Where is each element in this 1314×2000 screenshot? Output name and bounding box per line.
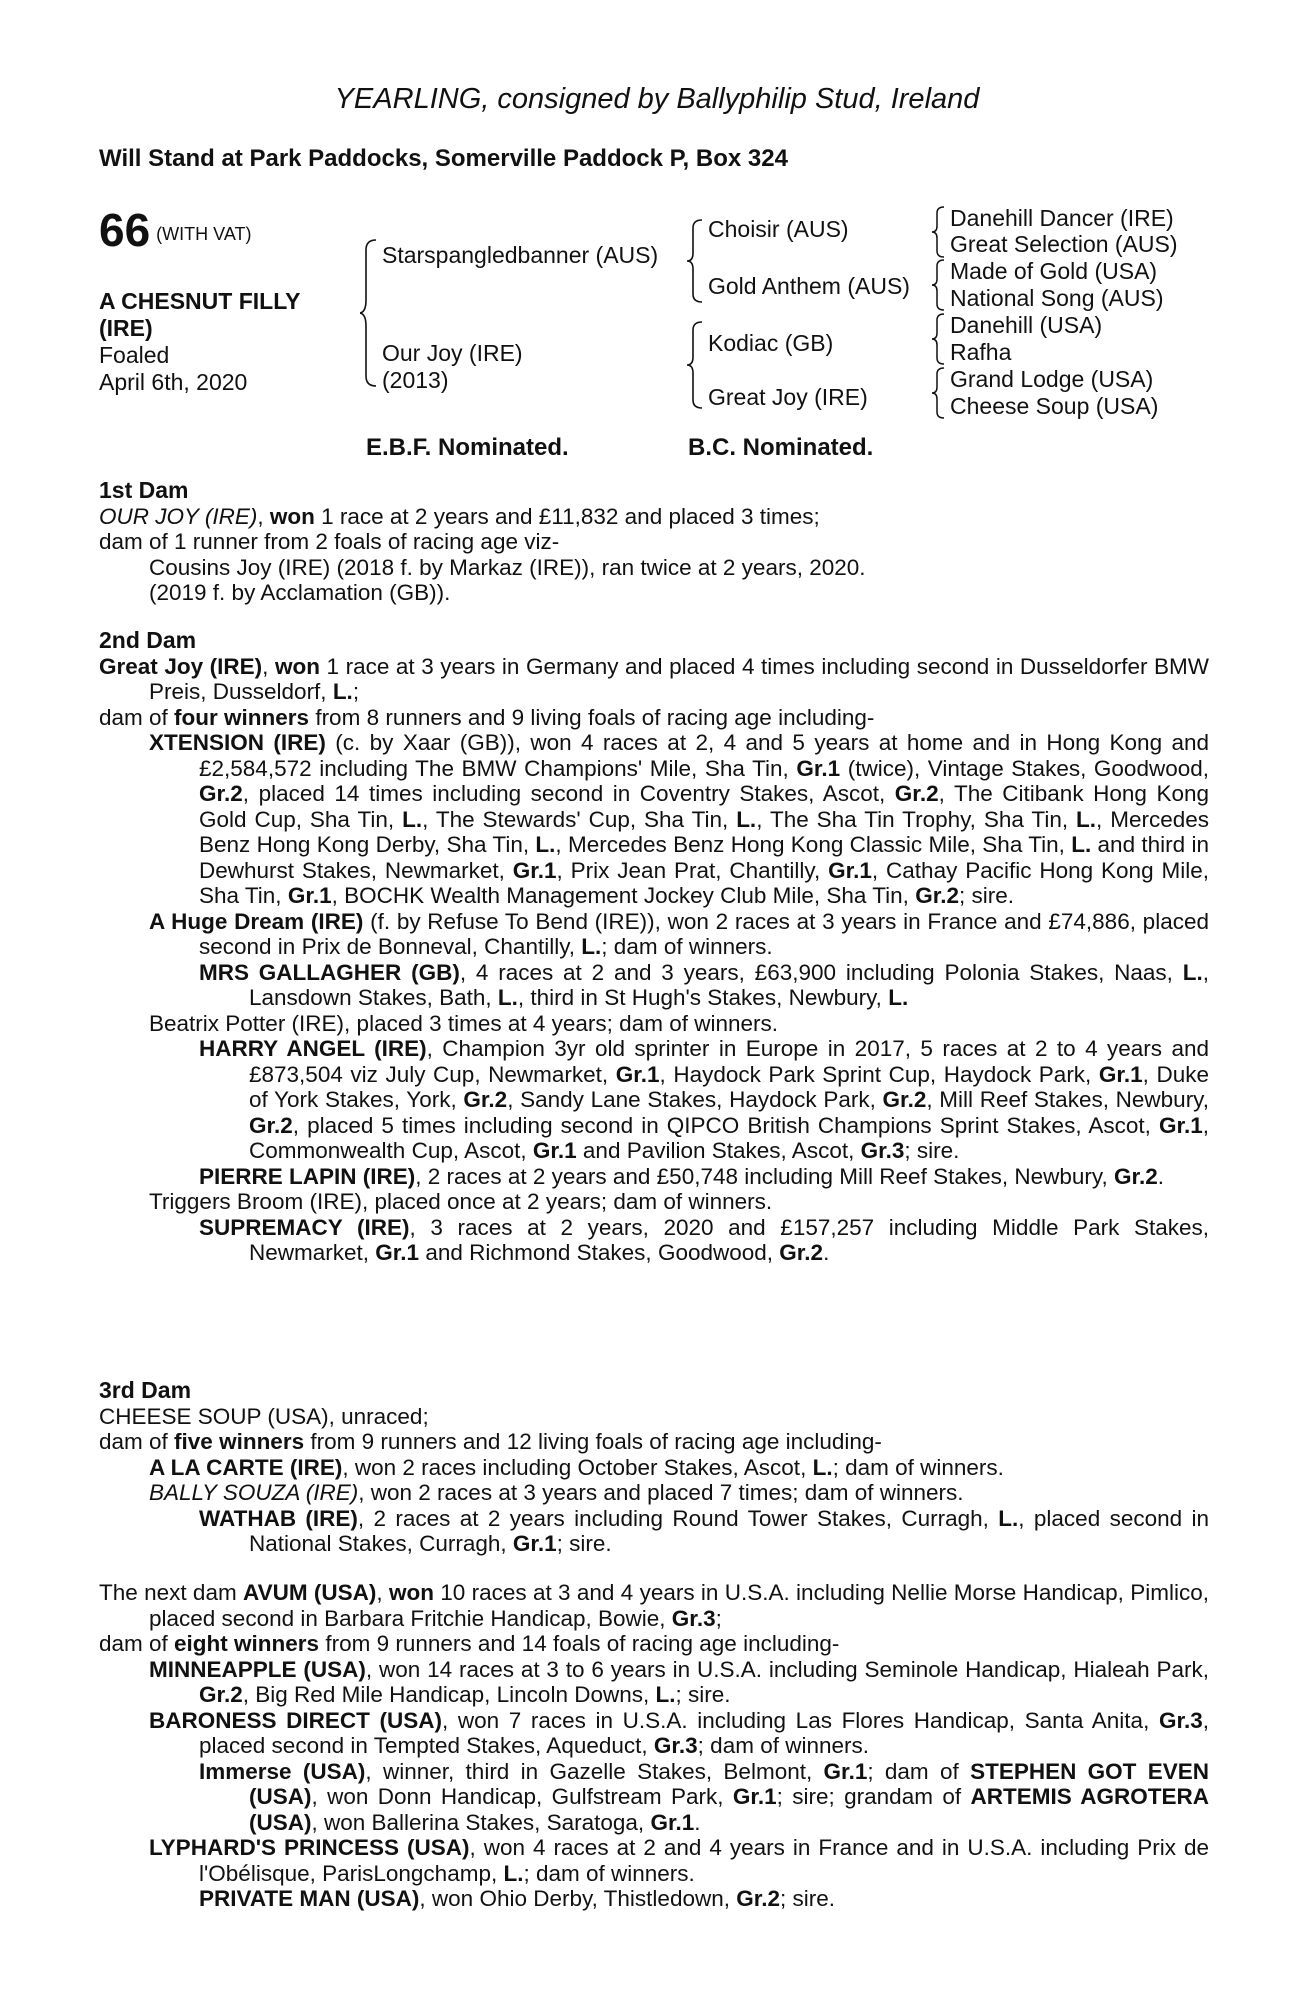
horse-name: XTENSION (IRE) [149, 730, 326, 755]
record-text: , placed 14 times including second in Coventry Stakes, Ascot, [242, 781, 895, 806]
grade-label: Gr.1 [828, 857, 872, 883]
grade-label: Gr.2 [915, 883, 959, 908]
grade-label: L. [1076, 806, 1097, 832]
record-text: , 4 races at 2 and 3 years, £63,900 including Polonia Stakes, Naas, [459, 959, 1183, 985]
wathab-entry [99, 1506, 1209, 1557]
record-text: ; sire; grandam of [776, 1784, 971, 1809]
horse-name: HARRY ANGEL (IRE) [199, 1036, 427, 1061]
next-dam-section [99, 1580, 1209, 1912]
third-dam-heading: 3rd Dam [99, 1377, 192, 1403]
bally-souza-entry [99, 1480, 1209, 1506]
grade-label: L. [812, 1454, 833, 1480]
pedigree-dam-sire: Kodiac (GB) [708, 330, 834, 356]
record-text: from 9 runners and 14 foals of racing age including- [319, 1631, 840, 1656]
record-text: , Mercedes Benz Hong Kong Classic Mile, Sha Tin, [555, 832, 1072, 857]
grade-label: Gr.1 [512, 857, 557, 883]
horse-name: A LA CARTE (IRE) [149, 1454, 343, 1480]
record-text: , won 2 races at 3 years and placed 7 times; dam of winners. [358, 1480, 964, 1505]
record-text: , Commonwealth Cup, Ascot, [249, 1112, 1209, 1163]
first-dam-record-text: 1 race at 2 years and £11,832 and placed 3 times; [314, 503, 820, 529]
next-dam-produce [99, 1631, 1209, 1657]
grade-label: L. [332, 679, 353, 704]
first-dam-heading: 1st Dam [99, 477, 189, 503]
horse-name: BARONESS DIRECT (USA) [149, 1707, 442, 1733]
pedigree-brace-g3 [932, 312, 946, 366]
pedigree-sire-sire: Choisir (AUS) [708, 216, 849, 242]
grade-label: L. [503, 1860, 524, 1886]
record-text: , Prix Jean Prat, Chantilly, [556, 857, 829, 883]
bc-nominated: B.C. Nominated. [688, 434, 874, 461]
grade-label: L. [736, 806, 757, 832]
won-label: won [269, 503, 315, 529]
second-dam-name: Great Joy (IRE) [99, 653, 263, 679]
pedigree-brace-dam [687, 320, 705, 410]
grade-label: Gr.1 [732, 1784, 777, 1809]
grade-label: Gr.1 [1158, 1112, 1203, 1138]
third-dam-produce [99, 1429, 1209, 1455]
grade-label: L. [888, 985, 909, 1010]
a-la-carte-entry [99, 1455, 1209, 1481]
grade-label: Gr.1 [287, 883, 332, 908]
record-text: dam of [99, 1631, 175, 1656]
record-text: , Sandy Lane Stakes, Haydock Park, [507, 1087, 883, 1112]
record-text: , BOCHK Wealth Management Jockey Club Mile, Sha Tin, [331, 883, 916, 908]
record-text: . [1157, 1163, 1165, 1189]
record-text: , The Stewards' Cup, Sha Tin, [422, 806, 737, 832]
grade-label: Gr.2 [463, 1087, 508, 1112]
horse-name: PRIVATE MAN (USA) [199, 1886, 420, 1911]
record-text: , The Sha Tin Trophy, Sha Tin, [756, 806, 1077, 832]
record-text: , The Citibank Hong Kong Gold Cup, Sha Tin, [199, 781, 1209, 832]
record-text: and third in Dewhurst Stakes, Newmarket, [199, 832, 1210, 883]
record-text: , 2 races at 2 years including Round Tower Stakes, Curragh, [357, 1505, 999, 1531]
horse-name: AVUM (USA) [243, 1580, 377, 1605]
grade-label: Gr.2 [249, 1112, 293, 1138]
grade-label: Gr.2 [894, 781, 939, 806]
pedigree-g8: Cheese Soup (USA) [950, 393, 1159, 419]
harry-angel-entry [99, 1036, 1209, 1164]
record-text: 10 races at 3 and 4 years in U.S.A. including Nellie Morse Handicap, Pimlico, placed second in Barbara Fritchie Handicap, Bowie, [149, 1580, 1209, 1631]
grade-label: Gr.2 [736, 1886, 781, 1911]
record-text: , won 2 races including October Stakes, Ascot, [342, 1454, 813, 1480]
grade-label: Gr.1 [796, 755, 841, 781]
record-text: ; sire. [780, 1886, 836, 1911]
second-dam-section [99, 628, 1209, 1266]
grade-label: Gr.1 [1098, 1061, 1143, 1087]
record-text: , winner, third in Gazelle Stakes, Belmont, [365, 1758, 824, 1784]
immerse-entry [99, 1759, 1209, 1836]
pedigree-g3: Made of Gold (USA) [950, 258, 1158, 284]
won-label: won [388, 1580, 434, 1605]
record-text: , Haydock Park Sprint Cup, Haydock Park, [659, 1061, 1099, 1087]
pedigree-g2: Great Selection (AUS) [950, 231, 1178, 257]
record-text: ; [352, 679, 360, 704]
filly-origin: (IRE) [99, 315, 153, 341]
pedigree-sire-dam: Gold Anthem (AUS) [708, 273, 910, 299]
record-text: , Duke of York Stakes, York, [249, 1061, 1209, 1112]
lot-number [99, 204, 252, 257]
grade-label: Gr.2 [199, 781, 243, 806]
beatrix-potter-entry: Beatrix Potter (IRE), placed 3 times at 4 years; dam of winners. [149, 1010, 779, 1036]
second-dam-produce [99, 705, 1209, 731]
horse-name: ARTEMIS AGROTERA (USA) [249, 1784, 1209, 1835]
pedigree-dam-dam: Great Joy (IRE) [708, 384, 868, 410]
grade-label: Gr.2 [779, 1240, 824, 1265]
winners-count: five winners [174, 1429, 305, 1454]
record-text: ; sire. [675, 1682, 731, 1707]
record-text: ; dam of winners. [601, 934, 773, 959]
grade-label: Gr.2 [199, 1682, 243, 1707]
xtension-entry [99, 730, 1209, 909]
record-text: ; [715, 1605, 722, 1631]
filly-description: A CHESNUT FILLY [99, 288, 301, 314]
second-dam-heading: 2nd Dam [99, 627, 197, 653]
pedigree-sire: Starspangledbanner (AUS) [382, 242, 659, 268]
record-text: , third in St Hugh's Stakes, Newbury, [517, 985, 889, 1010]
record-text: , placed second in Tempted Stakes, Aqueduct, [199, 1707, 1209, 1758]
record-text: , Big Red Mile Handicap, Lincoln Downs, [242, 1682, 656, 1707]
grade-label: L. [497, 985, 518, 1010]
horse-name: BALLY SOUZA (IRE) [149, 1480, 359, 1505]
first-dam-produce: dam of 1 runner from 2 foals of racing age viz- [99, 529, 560, 554]
baroness-direct-entry [99, 1708, 1209, 1759]
grade-label: Gr.1 [532, 1138, 577, 1163]
pedigree-brace-main [360, 238, 380, 388]
grade-label: Gr.1 [650, 1809, 695, 1835]
record-text: ; dam of winners. [697, 1733, 869, 1758]
record-text: , Champion 3yr old sprinter in Europe in 2017, 5 races at 2 to 4 years and £873,504 viz July Cup, Newmarket, [249, 1036, 1209, 1087]
record-text: from 8 runners and 9 living foals of racing age including- [309, 704, 875, 730]
horse-name: MINNEAPPLE (USA) [149, 1656, 366, 1682]
record-text: and Richmond Stakes, Goodwood, [419, 1240, 780, 1265]
ebf-nominated: E.B.F. Nominated. [366, 434, 569, 461]
grade-label: Gr.3 [860, 1138, 905, 1163]
grade-label: L. [998, 1505, 1019, 1531]
pedigree-g6: Rafha [950, 339, 1012, 365]
record-text: and Pavilion Stakes, Ascot, [576, 1138, 861, 1163]
record-text: , won 4 races at 2 and 4 years in France and in U.S.A. including Prix de l'Obélisque, ParisLongchamp, [199, 1835, 1209, 1886]
next-dam-record: The next dam AVUM (USA), won 10 races at 3 and 4 years in U.S.A. including Nellie Morse Handicap, Pimlico, placed second in Barbara Fritchie Handicap, Bowie, Gr.3; [99, 1580, 1209, 1631]
mrs-gallagher-entry [99, 960, 1209, 1011]
horse-name: STEPHEN GOT EVEN (USA) [249, 1758, 1210, 1809]
pedigree-brace-g2 [932, 258, 946, 312]
pedigree-g7: Grand Lodge (USA) [950, 366, 1154, 392]
horse-name: A Huge Dream (IRE) [149, 908, 364, 934]
second-dam-record: Great Joy (IRE), won 1 race at 3 years in Germany and placed 4 times including second in Dusseldorfer BMW Preis, Dusseldorf, L.; [99, 653, 1209, 704]
pedigree-dam: Our Joy (IRE) [382, 340, 523, 366]
first-dam-section [99, 478, 1209, 606]
record-text: , won Donn Handicap, Gulfstream Park, [311, 1784, 733, 1809]
record-text: (twice), Vintage Stakes, Goodwood, [840, 755, 1209, 781]
record-text: ; dam of winners. [523, 1860, 695, 1886]
record-text: , 2 races at 2 years and £50,748 including Mill Reef Stakes, Newbury, [415, 1163, 1114, 1189]
won-label: won [274, 653, 320, 679]
record-text: , won 14 races at 3 to 6 years in U.S.A. including Seminole Handicap, Hialeah Park, [365, 1656, 1209, 1682]
record-text: (f. by Refuse To Bend (IRE)), won 2 races at 3 years in France and £74,886, placed second in Prix de Bonneval, Chantilly, [199, 908, 1209, 959]
record-text: from 9 runners and 12 living foals of racing age including- [304, 1429, 882, 1454]
first-dam-name: OUR JOY (IRE) [99, 503, 258, 529]
grade-label: L. [535, 832, 556, 857]
record-text: ; sire. [958, 883, 1014, 908]
minneapple-entry [99, 1657, 1209, 1708]
record-text: , placed 5 times including second in QIPCO British Champions Sprint Stakes, Ascot, [292, 1112, 1159, 1138]
vat-note: (WITH VAT) [156, 223, 252, 244]
horse-name: LYPHARD'S PRINCESS (USA) [149, 1835, 470, 1860]
record-text: , won Ohio Derby, Thistledown, [419, 1886, 737, 1911]
grade-label: Gr.1 [512, 1531, 557, 1556]
grade-label: Gr.1 [615, 1061, 660, 1087]
third-dam-section [99, 1378, 1209, 1557]
horse-name: WATHAB (IRE) [199, 1505, 358, 1531]
record-text: ; sire. [556, 1531, 612, 1556]
grade-label: L. [581, 934, 602, 959]
private-man-entry [99, 1886, 1209, 1912]
grade-label: L. [655, 1682, 676, 1707]
pierre-lapin-entry [99, 1164, 1209, 1190]
lot-description [99, 288, 359, 396]
grade-label: Gr.3 [1158, 1707, 1203, 1733]
grade-label: Gr.2 [1113, 1163, 1158, 1189]
pedigree-g1: Danehill Dancer (IRE) [950, 205, 1174, 231]
supremacy-entry [99, 1215, 1209, 1266]
record-text: dam of [99, 704, 175, 730]
record-text: 1 race at 3 years in Germany and placed 4 times including second in Dusseldorfer BMW Preis, Dusseldorf, [149, 653, 1209, 704]
pedigree-g4: National Song (AUS) [950, 285, 1164, 311]
winners-count: four winners [174, 704, 310, 730]
first-dam-record: OUR JOY (IRE), won 1 race at 2 years and £11,832 and placed 3 times; [99, 503, 820, 529]
huge-dream-entry [99, 909, 1209, 960]
record-text: , placed second in National Stakes, Curragh, [249, 1505, 1210, 1556]
grade-label: L. [402, 806, 423, 832]
record-text: . [694, 1809, 701, 1835]
record-text: dam of [99, 1429, 175, 1454]
triggers-broom-entry: Triggers Broom (IRE), placed once at 2 years; dam of winners. [149, 1189, 773, 1214]
grade-label: Gr.1 [823, 1758, 868, 1784]
pedigree-brace-g4 [932, 366, 946, 420]
foaled-date: April 6th, 2020 [99, 369, 248, 395]
grade-label: Gr.3 [671, 1605, 716, 1631]
pedigree-brace-g1 [932, 205, 946, 259]
first-dam-foal-2: (2019 f. by Acclamation (GB)). [149, 580, 451, 605]
grade-label: Gr.2 [882, 1087, 927, 1112]
third-dam-name: CHEESE SOUP (USA), unraced; [99, 1403, 429, 1429]
record-text: The next dam [99, 1580, 244, 1605]
grade-label: L. [1182, 959, 1203, 985]
record-text: , Mercedes Benz Hong Kong Derby, Sha Tin, [199, 806, 1210, 857]
horse-name: MRS GALLAGHER (GB) [199, 959, 460, 985]
pedigree-brace-sire [687, 218, 705, 304]
grade-label: Gr.3 [653, 1733, 698, 1758]
record-text: , Cathay Pacific Hong Kong Mile, Sha Tin, [199, 857, 1209, 908]
lot-number-value: 66 [99, 204, 151, 256]
record-text: . [823, 1240, 830, 1265]
record-text: ; dam of winners. [832, 1454, 1004, 1480]
winners-count: eight winners [174, 1631, 320, 1656]
record-text: , won Ballerina Stakes, Saratoga, [311, 1809, 651, 1835]
record-text: (c. by Xaar (GB)), won 4 races at 2, 4 and 5 years at home and in Hong Kong and £2,584,572 including The BMW Champions' Mile, Sha Tin, [199, 730, 1210, 781]
grade-label: L. [1071, 832, 1092, 857]
record-text: ; sire. [904, 1138, 960, 1163]
record-text: , 3 races at 2 years, 2020 and £157,257 including Middle Park Stakes, Newmarket, [249, 1214, 1209, 1265]
first-dam-foal-1: Cousins Joy (IRE) (2018 f. by Markaz (IRE)), ran twice at 2 years, 2020. [149, 554, 866, 580]
record-text: , Lansdown Stakes, Bath, [249, 959, 1209, 1010]
record-text: , Mill Reef Stakes, Newbury, [926, 1087, 1210, 1112]
record-text: ; dam of [867, 1758, 971, 1784]
horse-name: SUPREMACY (IRE) [199, 1214, 410, 1240]
grade-label: Gr.1 [375, 1240, 420, 1265]
foaled-label: Foaled [99, 342, 170, 368]
horse-name: PIERRE LAPIN (IRE) [199, 1163, 416, 1189]
consignor-title: YEARLING, consigned by Ballyphilip Stud, Ireland [334, 83, 980, 115]
lyphards-princess-entry [99, 1835, 1209, 1886]
pedigree-g5: Danehill (USA) [950, 312, 1103, 338]
horse-name: Immerse (USA) [199, 1758, 366, 1784]
pedigree-dam-year: (2013) [382, 367, 449, 393]
stand-location: Will Stand at Park Paddocks, Somerville Paddock P, Box 324 [99, 145, 788, 172]
record-text: , won 7 races in U.S.A. including Las Flores Handicap, Santa Anita, [441, 1707, 1159, 1733]
